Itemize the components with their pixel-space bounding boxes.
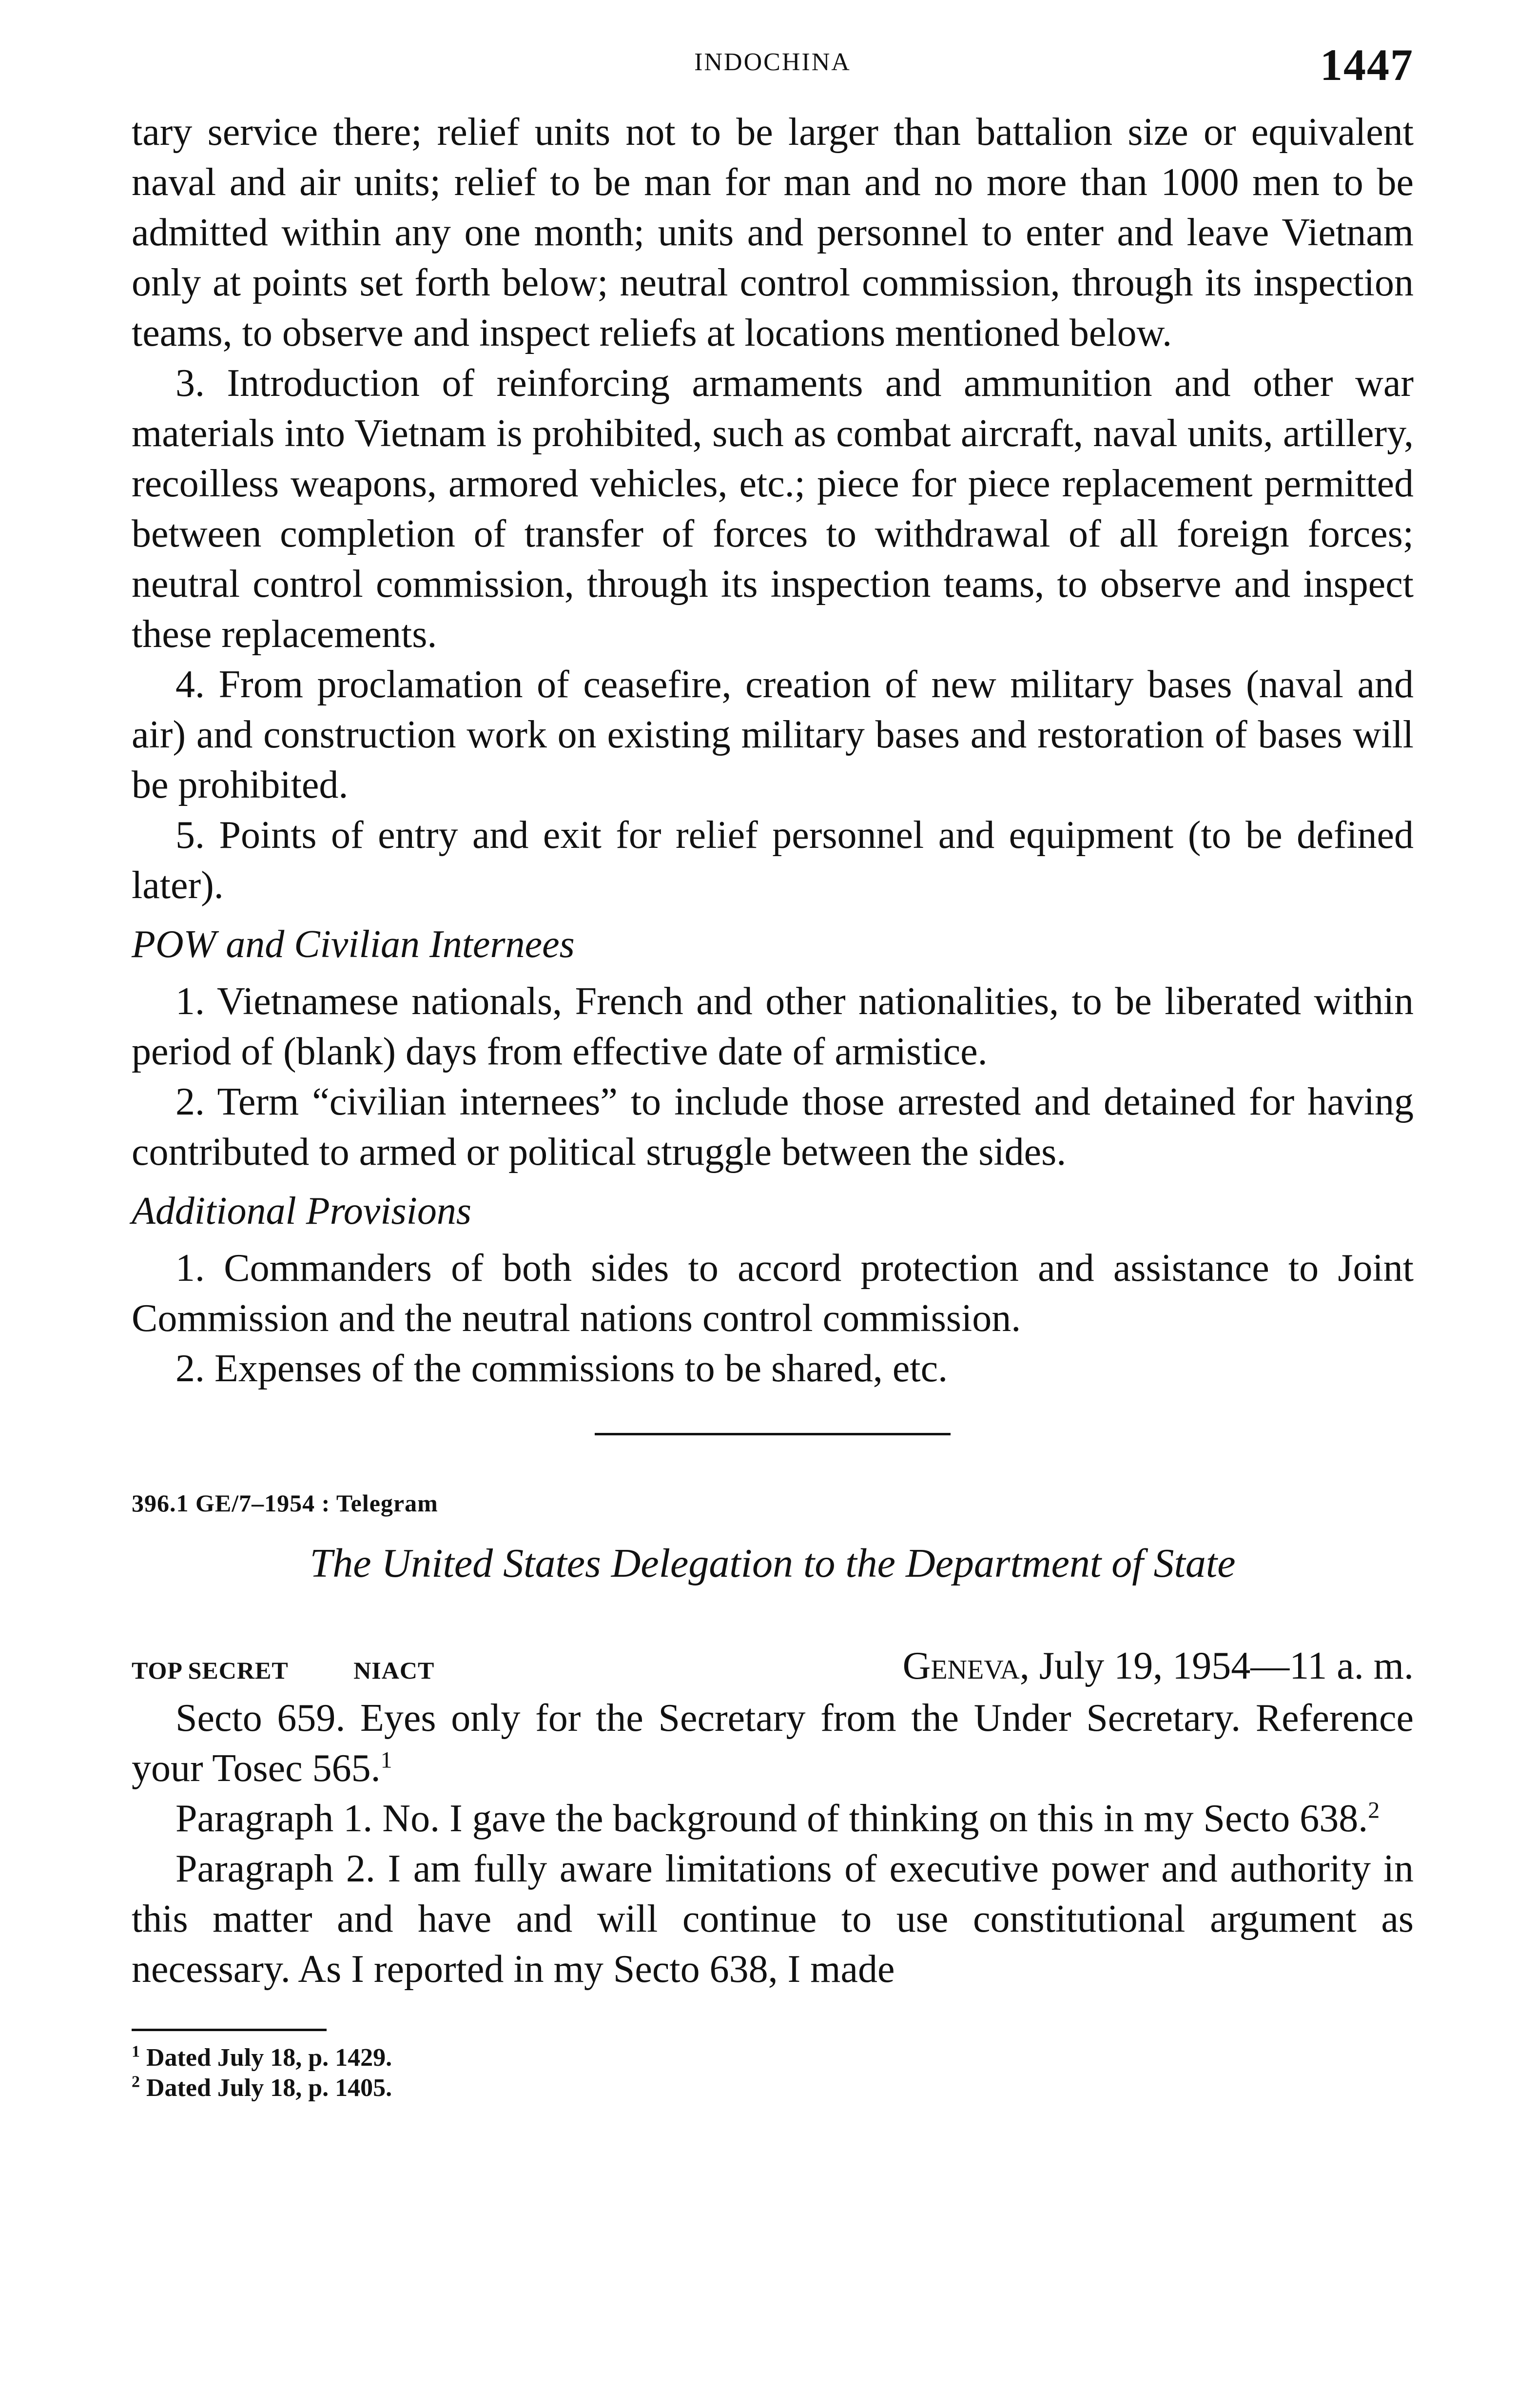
paragraph-continuation: tary service there; relief units not to be larger than battalion size or equivalent naval and air units; relief to be man for man and no more than 1000 men to be admitted within any one month; units and personnel to enter and leave Vietnam only at points set forth below; neutral control commission, through its inspection teams, to observe and inspect reliefs at locations mentioned below. [132, 111, 1414, 354]
footnotes [132, 2043, 1414, 2103]
footnote-ref-1: 1 [380, 1747, 392, 1773]
telegram-body [132, 1693, 1414, 1995]
date: July 19, 1954—11 a. m. [1039, 1644, 1414, 1687]
telegram-paragraph-1-text: Secto 659. Eyes only for the Secretary from the Under Secretary. Reference your Tosec 565. [132, 1697, 1414, 1790]
telegram-paragraph-2 [132, 1794, 1414, 1844]
page-number: 1447 [1320, 40, 1414, 90]
place-date [903, 1644, 1414, 1688]
section-heading-additional: Additional Provisions [132, 1190, 472, 1233]
pow-item-2: 2. Term “civilian internees” to include those arrested and detained for having contributed to armed or political struggle between the sides. [132, 1080, 1414, 1174]
telegram-paragraph-1 [132, 1693, 1414, 1794]
footnote-divider [132, 2029, 327, 2031]
section-heading-pow: POW and Civilian Internees [132, 923, 575, 966]
footnote-1-text: Dated July 18, p. 1429. [146, 2044, 392, 2072]
pow-item-1: 1. Vietnamese nationals, French and other nationalities, to be liberated within period of (blank) days from effective date of armistice. [132, 980, 1414, 1073]
footnote-2-text: Dated July 18, p. 1405. [146, 2074, 392, 2102]
file-reference: 396.1 GE/7–1954 : Telegram [132, 1489, 438, 1517]
footnote-2-mark: 2 [132, 2073, 140, 2091]
footnote-2 [132, 2073, 1414, 2103]
footnote-1-mark: 1 [132, 2042, 140, 2061]
footnote-ref-2: 2 [1368, 1797, 1380, 1823]
footnote-1 [132, 2043, 1414, 2073]
page-header [132, 39, 1414, 107]
running-head: INDOCHINA [694, 48, 851, 76]
paragraph-item-5: 5. Points of entry and exit for relief personnel and equipment (to be defined later). [132, 814, 1414, 907]
classification [132, 1656, 493, 1684]
classification-top-secret: TOP SECRET [132, 1657, 289, 1684]
document-page [132, 39, 1414, 2379]
body-text [132, 107, 1414, 1394]
paragraph-item-3: 3. Introduction of reinforcing armaments and ammunition and other war materials into Vietnam is prohibited, such as combat aircraft, naval units, artillery, recoilless weapons, armored vehicles, etc.; piece for piece replacement permitted between completion of transfer of forces to withdrawal of all foreign forces; neutral control commission, through its inspection teams, to observe and inspect these replacements. [132, 362, 1414, 656]
telegram-paragraph-3: Paragraph 2. I am fully aware limitations of executive power and authority in this matter and have and will continue to use constitutional argument as necessary. As I reported in my Secto 638, I made [132, 1847, 1414, 1991]
classification-niact: NIACT [353, 1657, 435, 1684]
telegram-paragraph-2-text: Paragraph 1. No. I gave the background of thinking on this in my Secto 638. [175, 1797, 1368, 1840]
section-divider [595, 1433, 951, 1435]
place: Geneva, [902, 1644, 1030, 1687]
additional-item-2: 2. Expenses of the commissions to be shared, etc. [175, 1347, 948, 1390]
document-title: The United States Delegation to the Department of State [310, 1541, 1236, 1586]
additional-item-1: 1. Commanders of both sides to accord protection and assistance to Joint Commission and the neutral nations control commission. [132, 1247, 1414, 1340]
dateline [132, 1644, 1414, 1688]
paragraph-item-4: 4. From proclamation of ceasefire, creation of new military bases (naval and air) and construction work on existing military bases and restoration of bases will be prohibited. [132, 663, 1414, 806]
